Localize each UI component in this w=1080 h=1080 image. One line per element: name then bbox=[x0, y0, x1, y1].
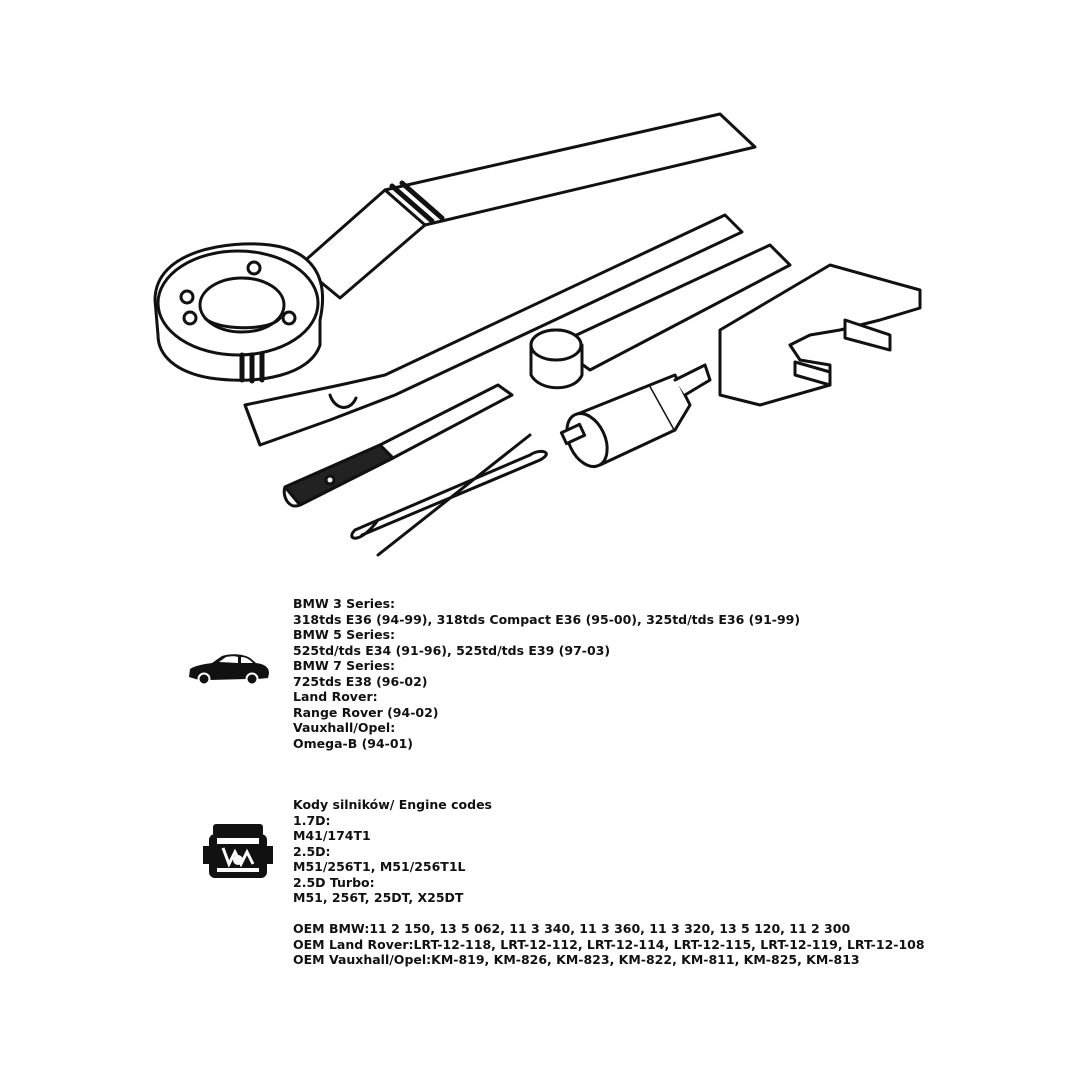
oem-line: OEM BMW:11 2 150, 13 5 062, 11 3 340, 11 3 360, 11 3 320, 13 5 120, 11 2 300 bbox=[293, 921, 851, 936]
engine-line: 1.7D: bbox=[293, 812, 331, 828]
puller-tool bbox=[559, 365, 710, 473]
engine-line: 2.5D: bbox=[293, 843, 331, 859]
vehicle-make: Vauxhall/Opel: bbox=[293, 720, 396, 735]
vehicle-models: 318tds E36 (94-99), 318tds Compact E36 (95-00), 325td/tds E36 (91-99) bbox=[293, 611, 801, 627]
car-icon bbox=[186, 651, 272, 687]
vehicle-applications bbox=[293, 596, 800, 751]
engine-codes-title: Kody silników/ Engine codes bbox=[293, 797, 492, 812]
oem-line: OEM Vauxhall/Opel:KM-819, KM-826, KM-823, KM-822, KM-811, KM-825, KM-813 bbox=[293, 952, 860, 967]
vehicle-models: 525td/tds E34 (91-96), 525td/tds E39 (97-03) bbox=[293, 642, 611, 658]
engine-codes bbox=[293, 797, 492, 906]
vehicle-make: BMW 5 Series: bbox=[293, 627, 396, 642]
oem-line: OEM Land Rover:LRT-12-118, LRT-12-112, LRT-12-114, LRT-12-115, LRT-12-119, LRT-12-108 bbox=[293, 936, 925, 952]
vehicle-make: Land Rover: bbox=[293, 689, 378, 704]
vehicle-make: BMW 7 Series: bbox=[293, 658, 396, 673]
vehicle-group bbox=[293, 658, 800, 689]
vehicle-models: Range Rover (94-02) bbox=[293, 704, 439, 720]
vehicle-models: 725tds E38 (96-02) bbox=[293, 673, 428, 689]
engine-line: M51, 256T, 25DT, X25DT bbox=[293, 890, 464, 905]
oem-references bbox=[293, 921, 925, 968]
vehicle-group bbox=[293, 689, 800, 720]
vehicle-group bbox=[293, 720, 800, 751]
vehicle-group bbox=[293, 627, 800, 658]
vehicle-models: Omega-B (94-01) bbox=[293, 735, 413, 751]
vehicle-group bbox=[293, 596, 800, 627]
engine-line: M51/256T1, M51/256T1L bbox=[293, 859, 466, 874]
engine-line: 2.5D Turbo: bbox=[293, 874, 375, 890]
vehicle-make: BMW 3 Series: bbox=[293, 596, 396, 611]
engine-icon bbox=[203, 820, 273, 884]
engine-line: M41/174T1 bbox=[293, 828, 371, 843]
